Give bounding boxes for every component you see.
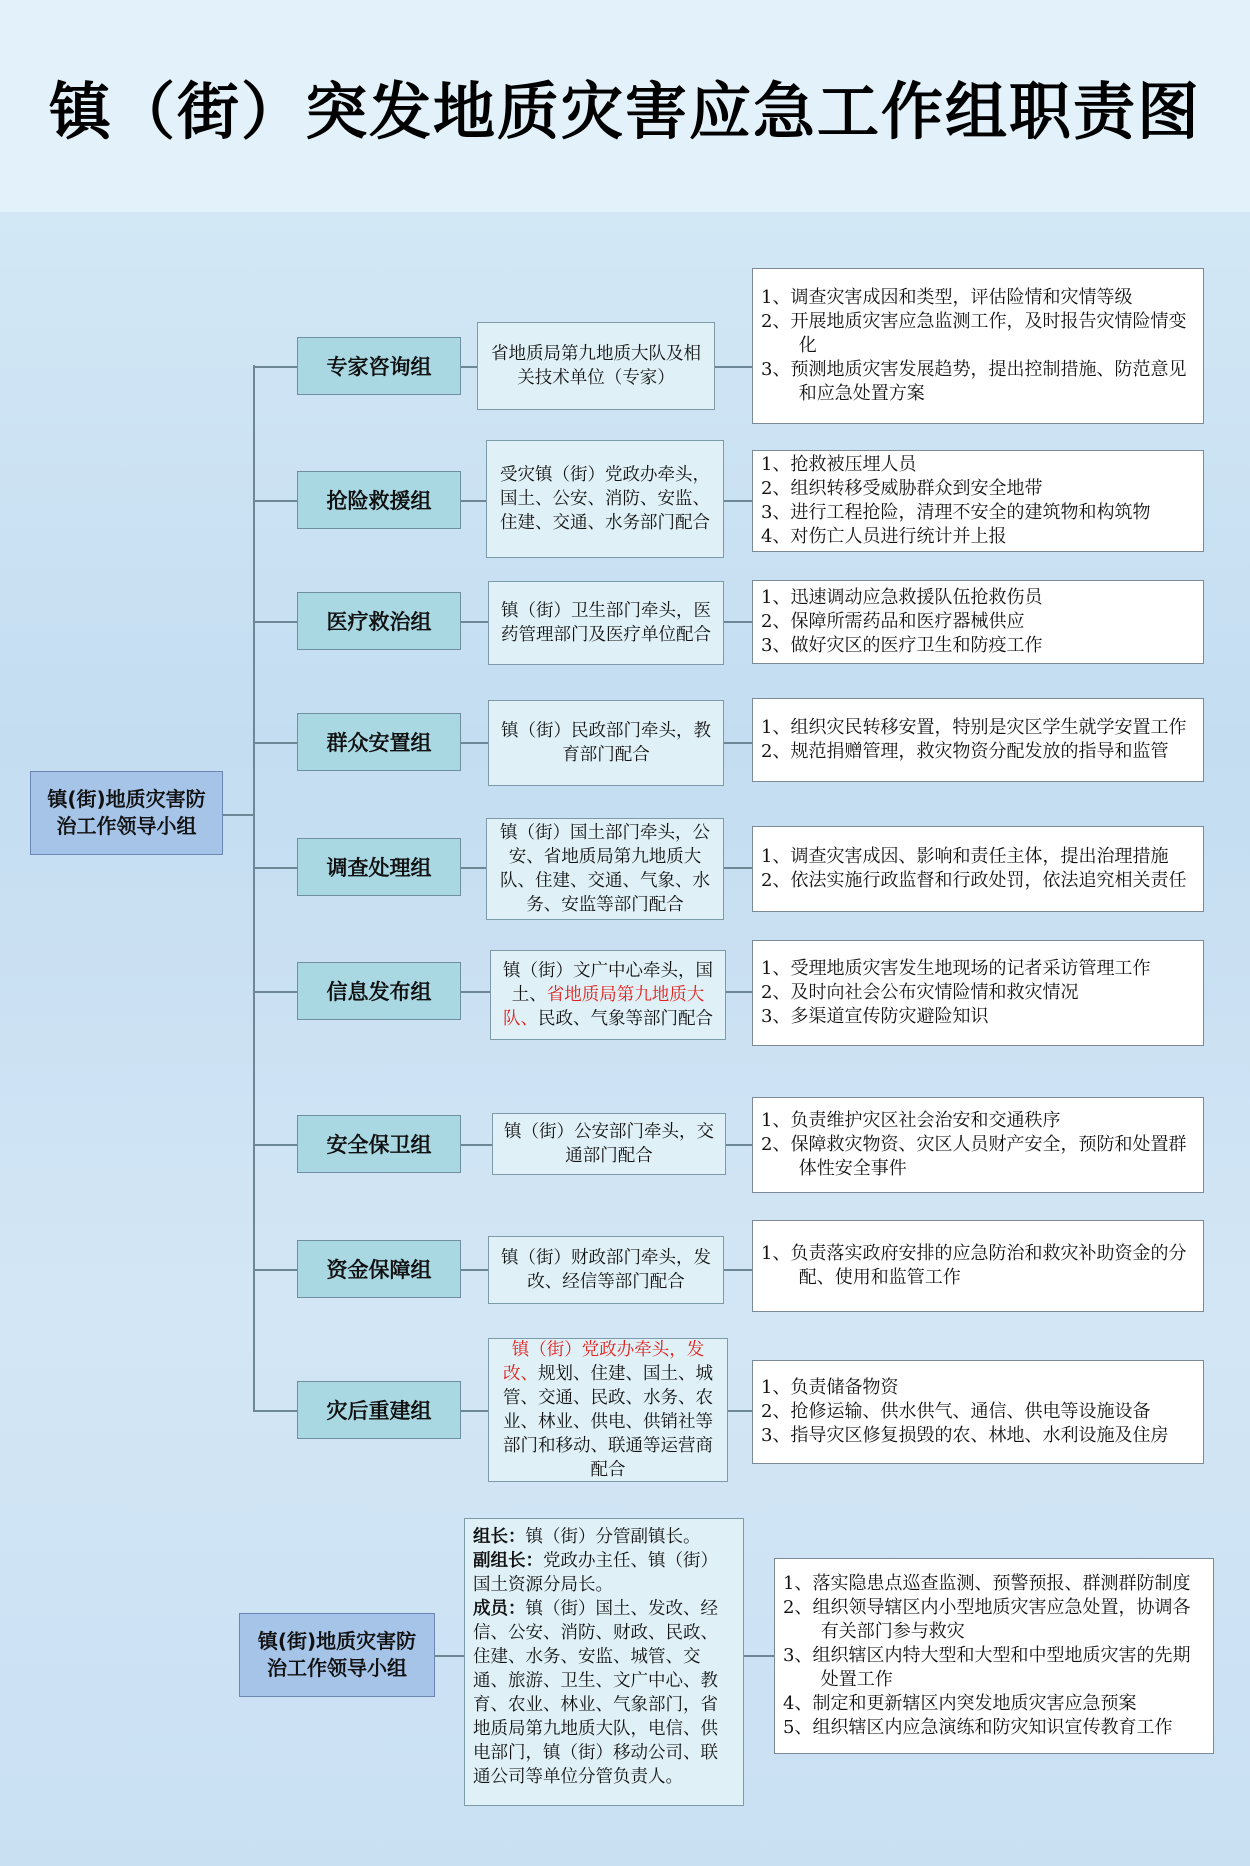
connector-unit-duty [724, 500, 752, 502]
connector-unit-duty [724, 867, 752, 869]
connector-branch [254, 1269, 298, 1271]
duty-item: 4、对伤亡人员进行统计并上报 [761, 526, 1007, 547]
group-box: 灾后重建组 [297, 1381, 461, 1439]
duties-box [752, 268, 1204, 424]
leadership-duties [774, 1558, 1214, 1754]
duty-item: 1、调查灾害成因和类型，评估险情和灾情等级 [761, 287, 1133, 308]
connector-branch [254, 742, 298, 744]
duty-item: 3、做好灾区的医疗卫生和防疫工作 [761, 635, 1043, 656]
leader-value: 镇（街）分管副镇长。 [525, 1527, 701, 1547]
duties-box [752, 698, 1204, 782]
connector-unit-duty [715, 366, 752, 368]
duties-box [752, 450, 1204, 552]
connector-group-unit [461, 500, 486, 502]
responsible-unit [488, 1236, 724, 1304]
responsible-unit-text: 民政、气象等部门配合 [538, 1009, 713, 1029]
duty-item: 1、迅速调动应急救援队伍抢救伤员 [761, 587, 1043, 608]
responsible-unit-text: 镇（街）民政部门牵头，教育部门配合 [501, 721, 711, 765]
responsible-unit [486, 818, 724, 920]
leadership-duty-item: 3、组织辖区内特大型和大型和中型地质灾害的先期处置工作 [783, 1645, 1191, 1690]
connector-trunk [253, 365, 255, 1412]
connector-group-unit [461, 867, 486, 869]
responsible-unit [486, 440, 724, 558]
responsible-unit [477, 322, 715, 410]
members-label: 成员： [473, 1599, 526, 1619]
duty-item: 2、依法实施行政监督和行政处罚，依法追究相关责任 [761, 870, 1187, 891]
duty-item: 2、规范捐赠管理，救灾物资分配发放的指导和监管 [761, 741, 1169, 762]
responsible-unit-text: 镇（街）卫生部门牵头，医药管理部门及医疗单位配合 [501, 601, 711, 645]
connector-branch [254, 1144, 298, 1146]
members-value: 镇（街）国土、发改、经信、公安、消防、财政、民政、住建、水务、安监、城管、交通、旅游、卫生、文广中心、教育、农业、林业、气象部门，省地质局第九地质大队，电信、供电部门，镇（街）移动公司、联通公司等单位分管负责人。 [473, 1599, 718, 1787]
leadership-duty-item: 4、制定和更新辖区内突发地质灾害应急预案 [783, 1693, 1137, 1714]
responsible-unit-text: 受灾镇（街）党政办牵头，国土、公安、消防、安监、住建、交通、水务部门配合 [500, 465, 710, 533]
group-box: 调查处理组 [297, 838, 461, 896]
responsible-unit [490, 950, 726, 1040]
group-box: 资金保障组 [297, 1240, 461, 1298]
leadership-box: 镇(街)地质灾害防治工作领导小组 [239, 1613, 435, 1697]
duty-item: 3、多渠道宣传防灾避险知识 [761, 1006, 989, 1027]
connector-branch [254, 621, 298, 623]
duty-item: 1、负责维护灾区社会治安和交通秩序 [761, 1110, 1061, 1131]
connector-leadership-duties [744, 1655, 775, 1657]
responsible-unit [488, 1338, 728, 1482]
duties-box [752, 1220, 1204, 1312]
leader-label: 组长： [473, 1527, 526, 1547]
connector-leadership-members [434, 1655, 465, 1657]
duty-item: 3、进行工程抢险，清理不安全的建筑物和构筑物 [761, 502, 1151, 523]
connector-unit-duty [724, 1269, 752, 1271]
duty-item: 1、调查灾害成因、影响和责任主体，提出治理措施 [761, 846, 1169, 867]
duty-item: 1、负责落实政府安排的应急防治和救灾补助资金的分配、使用和监管工作 [761, 1243, 1187, 1288]
connector-unit-duty [724, 621, 752, 623]
responsible-unit-text: 镇（街）国土部门牵头，公安、省地质局第九地质大队、住建、交通、气象、水务、安监等部门配合 [500, 823, 710, 915]
page-title: 镇（街）突发地质灾害应急工作组职责图 [48, 75, 1201, 148]
group-box: 专家咨询组 [297, 337, 461, 395]
duty-item: 2、及时向社会公布灾情险情和救灾情况 [761, 982, 1079, 1003]
duty-item: 1、抢救被压埋人员 [761, 454, 917, 475]
group-box: 信息发布组 [297, 962, 461, 1020]
group-box: 群众安置组 [297, 713, 461, 771]
leadership-members [464, 1518, 744, 1806]
duties-box [752, 1097, 1204, 1193]
duties-box [752, 580, 1204, 664]
connector-unit-duty [728, 1410, 752, 1412]
responsible-unit-text: 镇（街）文广中心牵头，国土、 [503, 961, 713, 1005]
connector-branch [254, 867, 298, 869]
duty-item: 2、开展地质灾害应急监测工作，及时报告灾情险情变化 [761, 311, 1187, 356]
connector-unit-duty [726, 1144, 752, 1146]
connector-group-unit [461, 1144, 492, 1146]
group-box: 安全保卫组 [297, 1115, 461, 1173]
duty-item: 2、组织转移受威胁群众到安全地带 [761, 478, 1043, 499]
connector-unit-duty [726, 991, 752, 993]
deputy-label: 副组长： [473, 1551, 543, 1571]
duty-item: 2、保障救灾物资、灾区人员财产安全，预防和处置群体性安全事件 [761, 1134, 1187, 1179]
connector-group-unit [461, 1410, 488, 1412]
duty-item: 3、指导灾区修复损毁的农、林地、水利设施及住房 [761, 1425, 1169, 1446]
responsible-unit-text: 省地质局第九地质大队、 [503, 985, 705, 1029]
responsible-unit-text: 镇（街）党政办牵头，发改、 [503, 1340, 705, 1384]
duty-item: 3、预测地质灾害发展趋势，提出控制措施、防范意见和应急处置方案 [761, 359, 1187, 404]
connector-group-unit [461, 1269, 488, 1271]
leadership-duty-item: 5、组织辖区内应急演练和防灾知识宣传教育工作 [783, 1717, 1173, 1738]
responsible-unit [492, 1113, 726, 1175]
duty-item: 2、保障所需药品和医疗器械供应 [761, 611, 1025, 632]
connector-group-unit [461, 366, 477, 368]
responsible-unit [488, 581, 724, 665]
connector-unit-duty [724, 742, 752, 744]
connector-group-unit [461, 991, 490, 993]
connector-branch [254, 1410, 298, 1412]
leadership-duty-item: 1、落实隐患点巡查监测、预警预报、群测群防制度 [783, 1573, 1191, 1594]
lead-group-box: 镇(街)地质灾害防治工作领导小组 [30, 771, 223, 855]
duty-item: 1、组织灾民转移安置，特别是灾区学生就学安置工作 [761, 717, 1187, 738]
responsible-unit-text: 规划、住建、国土、城管、交通、民政、水务、农业、林业、供电、供销社等部门和移动、联通等运营商配合 [503, 1364, 713, 1480]
group-box: 医疗救治组 [297, 592, 461, 650]
duties-box [752, 826, 1204, 912]
duty-item: 2、抢修运输、供水供气、通信、供电等设施设备 [761, 1401, 1151, 1422]
responsible-unit-text: 镇（街）公安部门牵头，交通部门配合 [504, 1122, 714, 1166]
deputy-value: 党政办主任、镇（街）国土资源分局长。 [473, 1551, 718, 1595]
connector-branch [254, 991, 298, 993]
connector-lead [222, 814, 254, 816]
connector-branch [254, 366, 298, 368]
responsible-unit-text: 镇（街）财政部门牵头，发改、经信等部门配合 [501, 1248, 711, 1292]
duty-item: 1、受理地质灾害发生地现场的记者采访管理工作 [761, 958, 1151, 979]
group-box: 抢险救援组 [297, 471, 461, 529]
connector-group-unit [461, 621, 488, 623]
leadership-duty-item: 2、组织领导辖区内小型地质灾害应急处置，协调各有关部门参与救灾 [783, 1597, 1191, 1642]
duty-item: 1、负责储备物资 [761, 1377, 899, 1398]
connector-branch [254, 500, 298, 502]
duties-box [752, 1360, 1204, 1464]
duties-box [752, 940, 1204, 1046]
responsible-unit [488, 700, 724, 786]
connector-group-unit [461, 742, 488, 744]
responsible-unit-text: 省地质局第九地质大队及相关技术单位（专家） [491, 344, 701, 388]
